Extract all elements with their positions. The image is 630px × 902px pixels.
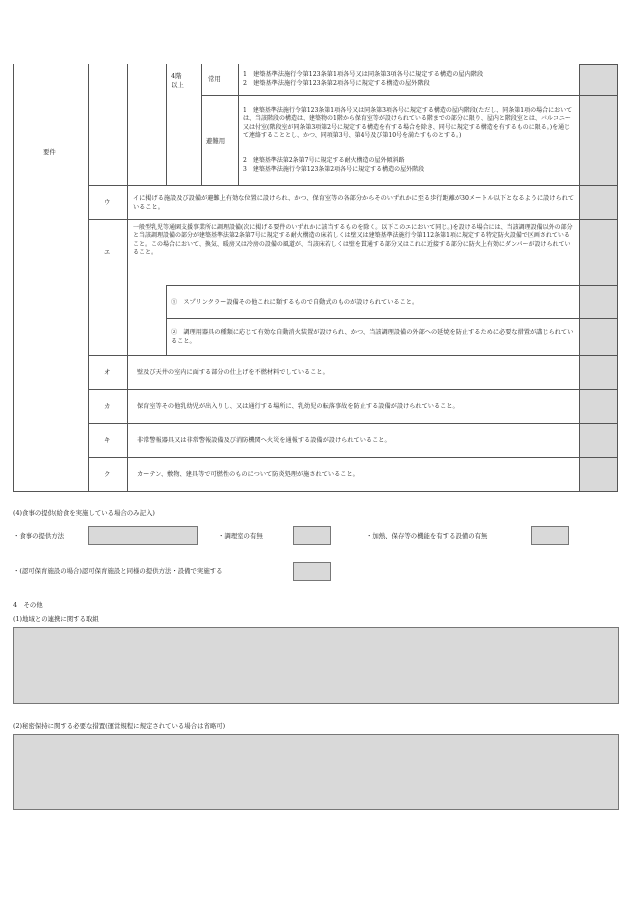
row-mark: カ [104, 402, 111, 410]
evacuation-item-3: 3 建築基準法施行令第123条第2項各号に規定する構造の屋外階段 [243, 166, 425, 173]
row-mark: オ [104, 368, 111, 376]
check-cell[interactable] [579, 285, 618, 319]
row-text: 非常警報器具又は非常警報設備及び消防機関へ火災を通報する設備が設けられていること。 [137, 437, 391, 444]
check-cell[interactable] [579, 318, 618, 356]
sub-item-2: ② 調理用器具の種類に応じて有効な自動消火装置が設けられ、かつ、当該調理設備の外部への延焼を防止するために必要な措置が講じられていること。 [171, 329, 574, 345]
meal-method-label: ・食事の提供方法 [13, 532, 65, 540]
sub-item-1: ① スプリンクラー設備その他これに類するもので自動式のものが設けられていること。 [171, 299, 419, 306]
heating-label: ・加熱、保存等の機能を有する設備の有無 [366, 532, 488, 540]
check-cell[interactable] [579, 219, 618, 286]
local-cooperation-label: (1)地域との連携に関する取組 [13, 615, 99, 623]
evacuation-label: 避難用 [206, 137, 226, 145]
row-mark: ウ [104, 198, 111, 206]
privacy-label: (2)秘密保持に関する必要な措置(運営規程に規定されている場合は省略可) [13, 722, 226, 730]
same-method-input[interactable] [293, 562, 331, 581]
check-cell[interactable] [579, 355, 618, 390]
other-heading: 4 その他 [13, 601, 43, 609]
check-cell[interactable] [579, 389, 618, 424]
kitchen-label: ・調理室の有無 [218, 532, 263, 540]
row-mark: キ [104, 436, 111, 444]
row-text: 壁及び天井の室内に面する部分の仕上げを不燃材料でしていること。 [137, 369, 329, 376]
row-text: カーテン、敷物、建具等で可燃性のものについて防炎処理が施されていること。 [137, 471, 359, 478]
row-mark: エ [104, 248, 111, 256]
check-cell[interactable] [579, 423, 618, 458]
local-cooperation-textarea[interactable] [13, 627, 619, 704]
regular-use-item-1: 1 建築基準法施行令第123条第1項各号又は同条第3項各号に規定する構造の屋内階段 [243, 71, 484, 78]
requirements-table [13, 64, 618, 492]
same-method-label: ・(認可保育施設の場合)認可保育施設と同様の提供方法・設備で実施する [13, 567, 223, 575]
check-cell[interactable] [579, 185, 618, 220]
evacuation-item-2: 2 建築基準法第2条第7号に規定する耐火構造の屋外傾斜路 [243, 157, 405, 164]
row-text: イに掲げる施設及び設備が避難上有効な位置に設けられ、かつ、保育室等の各部分からそのいずれかに至る歩行距離が30メートル以下となるように設けられていること。 [133, 195, 575, 211]
meal-method-input[interactable] [88, 526, 198, 545]
check-cell[interactable] [579, 64, 618, 96]
row-text: 保育室等その他乳幼児が出入りし、又は通行する場所に、乳幼児の転落事故を防止する設備が設けられていること。 [137, 403, 459, 410]
check-cell[interactable] [579, 95, 618, 186]
regular-use-item-2: 2 建築基準法施行令第123条第2項各号に規定する構造の屋外階段 [243, 80, 430, 87]
heating-input[interactable] [531, 526, 569, 545]
evacuation-item-1: 1 建築基準法施行令第123条第1項各号又は同条第3項各号に規定する構造の屋内階段(ただし、同条第1項の場合においては、当該階段の構造は、建築物の1階から保育室等が設けられている階までの部分に限り、屋内と階段室とは、バルコニー又は付室(階段室が同条第3項第2号に規定する構造を有する場合を除き、同号に規定する構造を有するものに限る。)を通じて連絡することとし、かつ、同項第3号、第4号及び第10号を満たすものとする。) [243, 107, 573, 139]
row-mark: ク [104, 470, 111, 478]
requirements-label: 要件 [43, 148, 56, 156]
floor-label: 4階 以上 [171, 72, 184, 89]
regular-use-label: 常用 [208, 75, 221, 83]
row-text: 一般型乳児等通園支援事業所に調理設備(次に掲げる要件のいずれかに該当するものを除く。以下このエにおいて同じ。)を設ける場合には、当該調理設備以外の部分と当該調理設備の部分が建築基準法第2条第7号に規定する耐火構造の床若しくは壁又は建築基準法施行令第112条第1項に規定する特定防火設備で区画されていること。この場合において、換気、暖房又は冷房の設備の風道が、当該床若しくは壁を貫通する部分又はこれに近接する部分に防火上有効にダンパーが設けられていること。 [133, 224, 573, 256]
check-cell[interactable] [579, 457, 618, 492]
meal-heading: (4)食事の提供(給食を実施している場合のみ記入) [13, 509, 155, 517]
privacy-textarea[interactable] [13, 734, 619, 810]
kitchen-input[interactable] [293, 526, 331, 545]
